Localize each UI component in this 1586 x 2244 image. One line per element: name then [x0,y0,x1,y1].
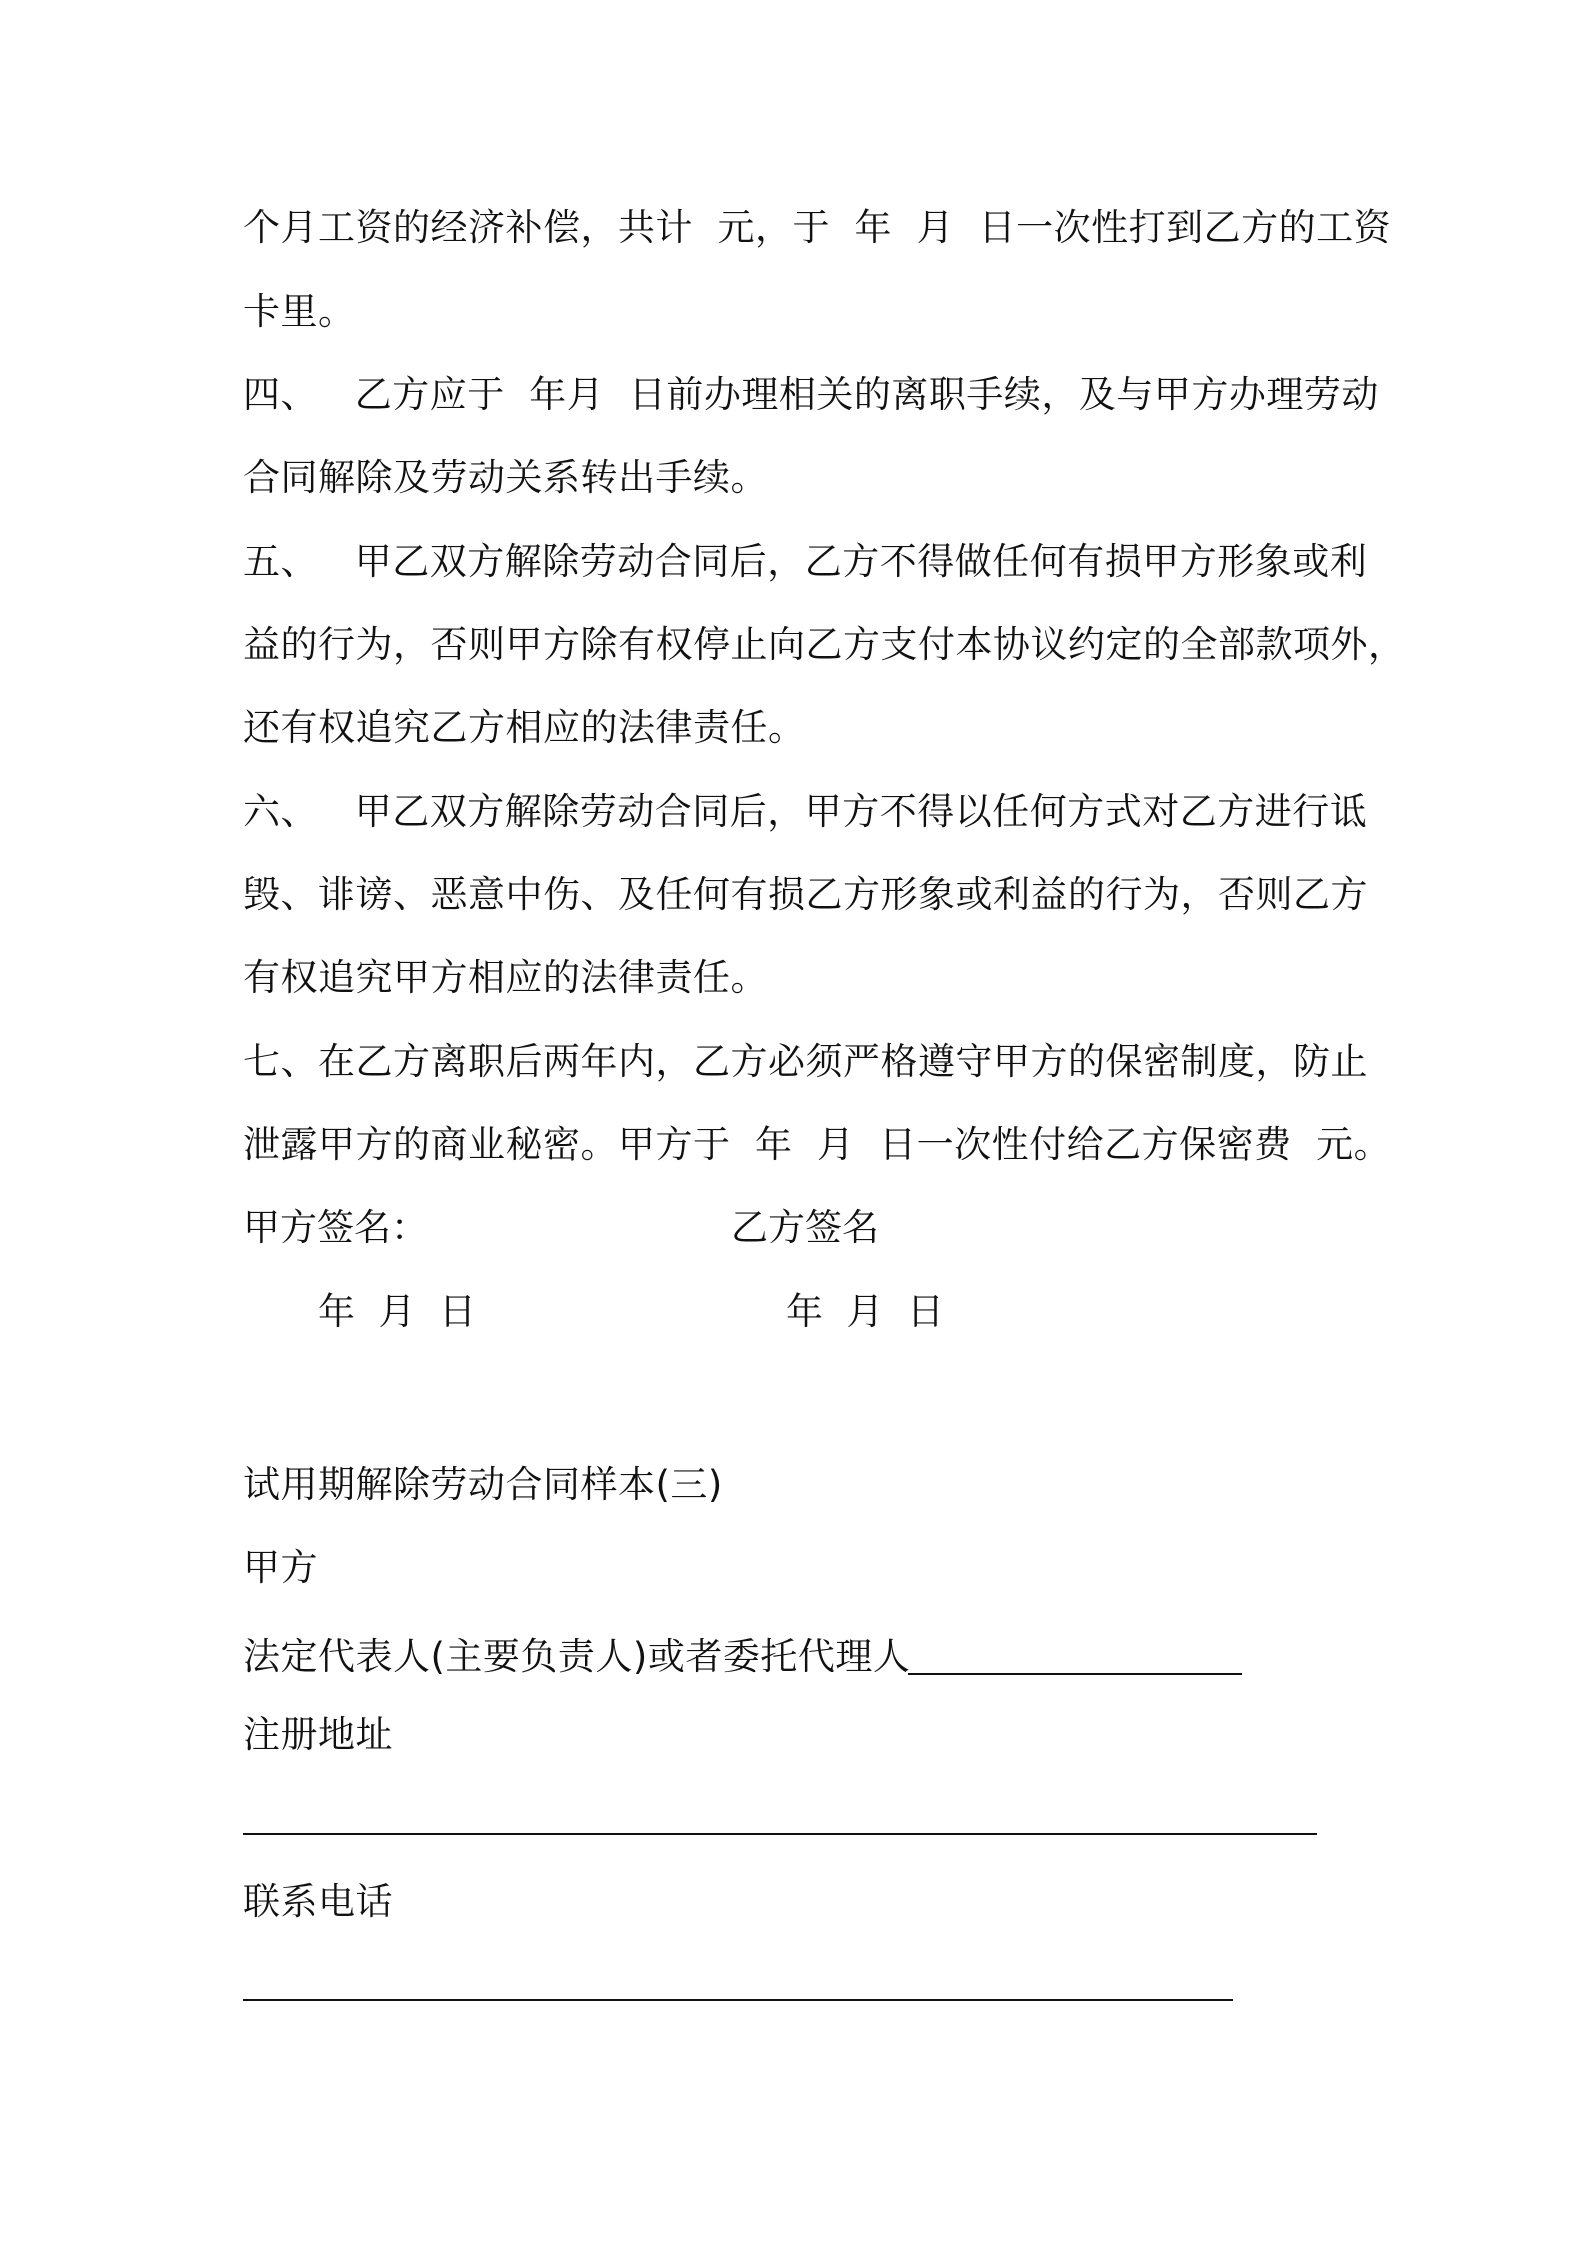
paragraph-line: 益的行为，否则甲方除有权停止向乙方支付本协议约定的全部款项外， [243,623,1406,666]
contract-title: 试用期解除劳动合同样本(三) [243,1463,723,1506]
party-a-heading: 甲方 [243,1546,318,1589]
paragraph-line: 合同解除及劳动关系转出手续。 [243,456,768,499]
paragraph-line: 还有权追究乙方相应的法律责任。 [243,706,806,749]
paragraph-line: 个月工资的经济补偿，共计 元，于 年 月 日一次性打到乙方的工资 [243,206,1392,249]
representative-label: 法定代表人(主要负责人)或者委托代理人 [243,1635,911,1678]
party-b-date: 年 月 日 [786,1290,945,1333]
phone-blank-field [243,1999,1233,2001]
party-b-signature-label: 乙方签名 [731,1206,879,1249]
paragraph-line: 有权追究甲方相应的法律责任。 [243,956,768,999]
address-blank-field [243,1833,1317,1835]
party-a-date: 年 月 日 [318,1290,477,1333]
clause-five-line: 五、 甲乙双方解除劳动合同后，乙方不得做任何有损甲方形象或利 [243,540,1368,583]
representative-blank-field [908,1673,1242,1675]
paragraph-line: 泄露甲方的商业秘密。甲方于 年 月 日一次性付给乙方保密费 元。 [243,1123,1392,1166]
clause-seven-line: 七、在乙方离职后两年内，乙方必须严格遵守甲方的保密制度，防止 [243,1040,1368,1083]
phone-label: 联系电话 [243,1880,393,1923]
clause-four-line: 四、 乙方应于 年月 日前办理相关的离职手续，及与甲方办理劳动 [243,373,1379,416]
paragraph-line: 毁、诽谤、恶意中伤、及任何有损乙方形象或利益的行为，否则乙方 [243,873,1368,916]
clause-six-line: 六、 甲乙双方解除劳动合同后，甲方不得以任何方式对乙方进行诋 [243,790,1368,833]
party-a-signature-label: 甲方签名： [243,1206,428,1249]
address-label: 注册地址 [243,1713,393,1756]
paragraph-line: 卡里。 [243,290,356,333]
